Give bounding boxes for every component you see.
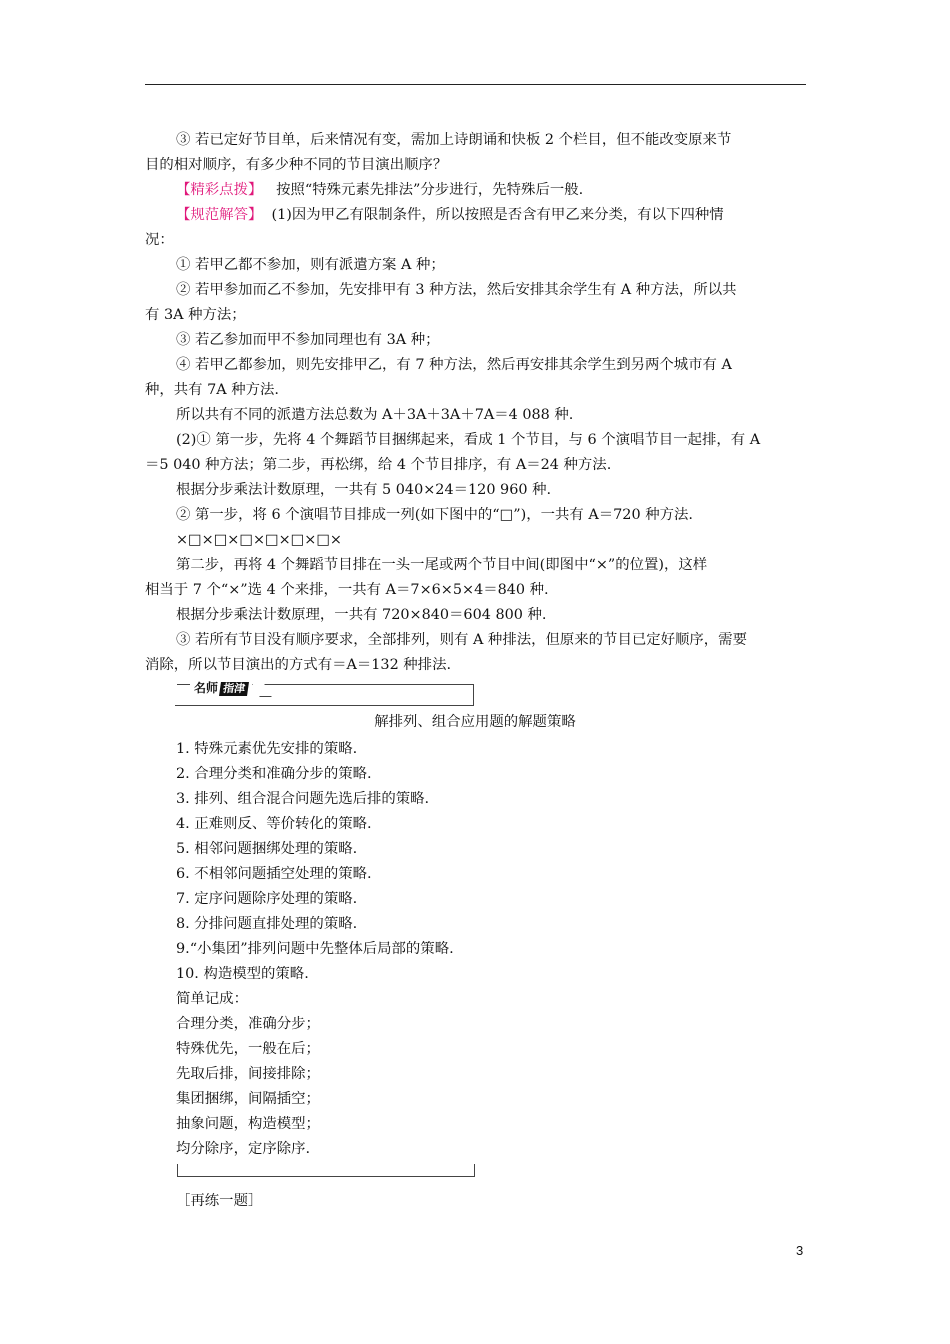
tips-item: 9.“小集团”排列问题中先整体后局部的策略.	[176, 941, 454, 957]
text-line: (2)① 第一步，先将 4 个舞蹈节目捆绑起来，看成 1 个节目，与 6 个演唱节目一起排，有 A	[176, 432, 761, 448]
tips-item: 抽象问题，构造模型；	[176, 1116, 320, 1132]
text-line: 况：	[145, 232, 174, 248]
tips-item: 合理分类，准确分步；	[176, 1016, 320, 1032]
text-line: ③ 若乙参加而甲不参加同理也有 3A 种；	[176, 332, 440, 348]
text-line: 根据分步乘法计数原理，一共有 5 040×24＝120 960 种.	[176, 482, 552, 498]
text-line: ＝5 040 种方法；第二步，再松绑，给 4 个节目排序，有 A＝24 种方法.	[145, 457, 612, 473]
tips-item: 简单记成：	[176, 991, 248, 1007]
header-rule	[145, 84, 806, 85]
text-line: 相当于 7 个“×”选 4 个来排，一共有 A＝7×6×5×4＝840 种.	[145, 582, 549, 598]
tips-box-bottom	[177, 1164, 475, 1177]
tips-title: 解排列、组合应用题的解题策略	[374, 714, 576, 730]
tips-item: 5. 相邻问题捆绑处理的策略.	[176, 841, 358, 857]
text-line: 第二步，再将 4 个舞蹈节目排在一头一尾或两个节目中间(即图中“×”的位置)，这样	[176, 557, 708, 573]
tips-item: 7. 定序问题除序处理的策略.	[176, 891, 358, 907]
tips-item: 6. 不相邻问题插空处理的策略.	[176, 866, 372, 882]
text-span: (1)因为甲乙有限制条件，所以按照是否含有甲乙来分类，有以下四种情	[271, 207, 724, 223]
page-number: 3	[796, 1243, 804, 1258]
tips-item: 4. 正难则反、等价转化的策略.	[176, 816, 372, 832]
tips-item: 10. 构造模型的策略.	[176, 966, 309, 982]
tips-item: 1. 特殊元素优先安排的策略.	[176, 741, 358, 757]
text-line	[176, 180, 583, 200]
tips-item: 2. 合理分类和准确分步的策略.	[176, 766, 372, 782]
text-line: 所以共有不同的派遣方法总数为 A＋3A＋3A＋7A＝4 088 种.	[176, 407, 574, 423]
badge-left: 名师	[194, 681, 219, 695]
text-line: ③ 若所有节目没有顺序要求，全部排列，则有 A 种排法，但原来的节目已定好顺序，需要	[176, 632, 747, 648]
text-line: ① 若甲乙都不参加，则有派遣方案 A 种；	[176, 257, 445, 273]
text-line: 有 3A 种方法；	[145, 307, 246, 323]
badge-right: 指津	[219, 682, 249, 696]
practice-heading: ［再练一题］	[176, 1193, 263, 1209]
tips-item: 特殊优先，一般在后；	[176, 1041, 320, 1057]
tag-highlight: 【精彩点拨】	[176, 182, 263, 198]
text-line	[176, 205, 724, 225]
text-line: 消除，所以节目演出的方式有＝A＝132 种排法.	[145, 657, 452, 673]
tag-solution: 【规范解答】	[176, 207, 263, 223]
teacher-tips-badge	[190, 679, 252, 697]
text-line: 根据分步乘法计数原理，一共有 720×840＝604 800 种.	[176, 607, 547, 623]
tips-item: 8. 分排问题直排处理的策略.	[176, 916, 358, 932]
tips-item: 3. 排列、组合混合问题先选后排的策略.	[176, 791, 430, 807]
text-line: ② 第一步，将 6 个演唱节目排成一列(如下图中的“□”)，一共有 A＝720 种方法.	[176, 507, 693, 523]
tips-item: 先取后排，间接排除；	[176, 1066, 320, 1082]
text-line: ③ 若已定好节目单，后来情况有变，需加上诗朗诵和快板 2 个栏目，但不能改变原来节	[176, 132, 732, 148]
text-line: ④ 若甲乙都参加，则先安排甲乙，有 7 种方法，然后再安排其余学生到另两个城市有 A	[176, 357, 732, 373]
text-span: 按照“特殊元素先排法”分步进行，先特殊后一般.	[276, 182, 584, 198]
text-line: ② 若甲参加而乙不参加，先安排甲有 3 种方法，然后安排其余学生有 A 种方法，所以共	[176, 282, 737, 298]
text-line: ×□×□×□×□×□×□×	[176, 532, 342, 548]
text-line: 目的相对顺序，有多少种不同的节目演出顺序？	[145, 157, 448, 173]
tips-item: 均分除序，定序除序.	[176, 1141, 311, 1157]
tips-item: 集团捆绑，间隔插空；	[176, 1091, 320, 1107]
text-line: 种，共有 7A 种方法.	[145, 382, 280, 398]
